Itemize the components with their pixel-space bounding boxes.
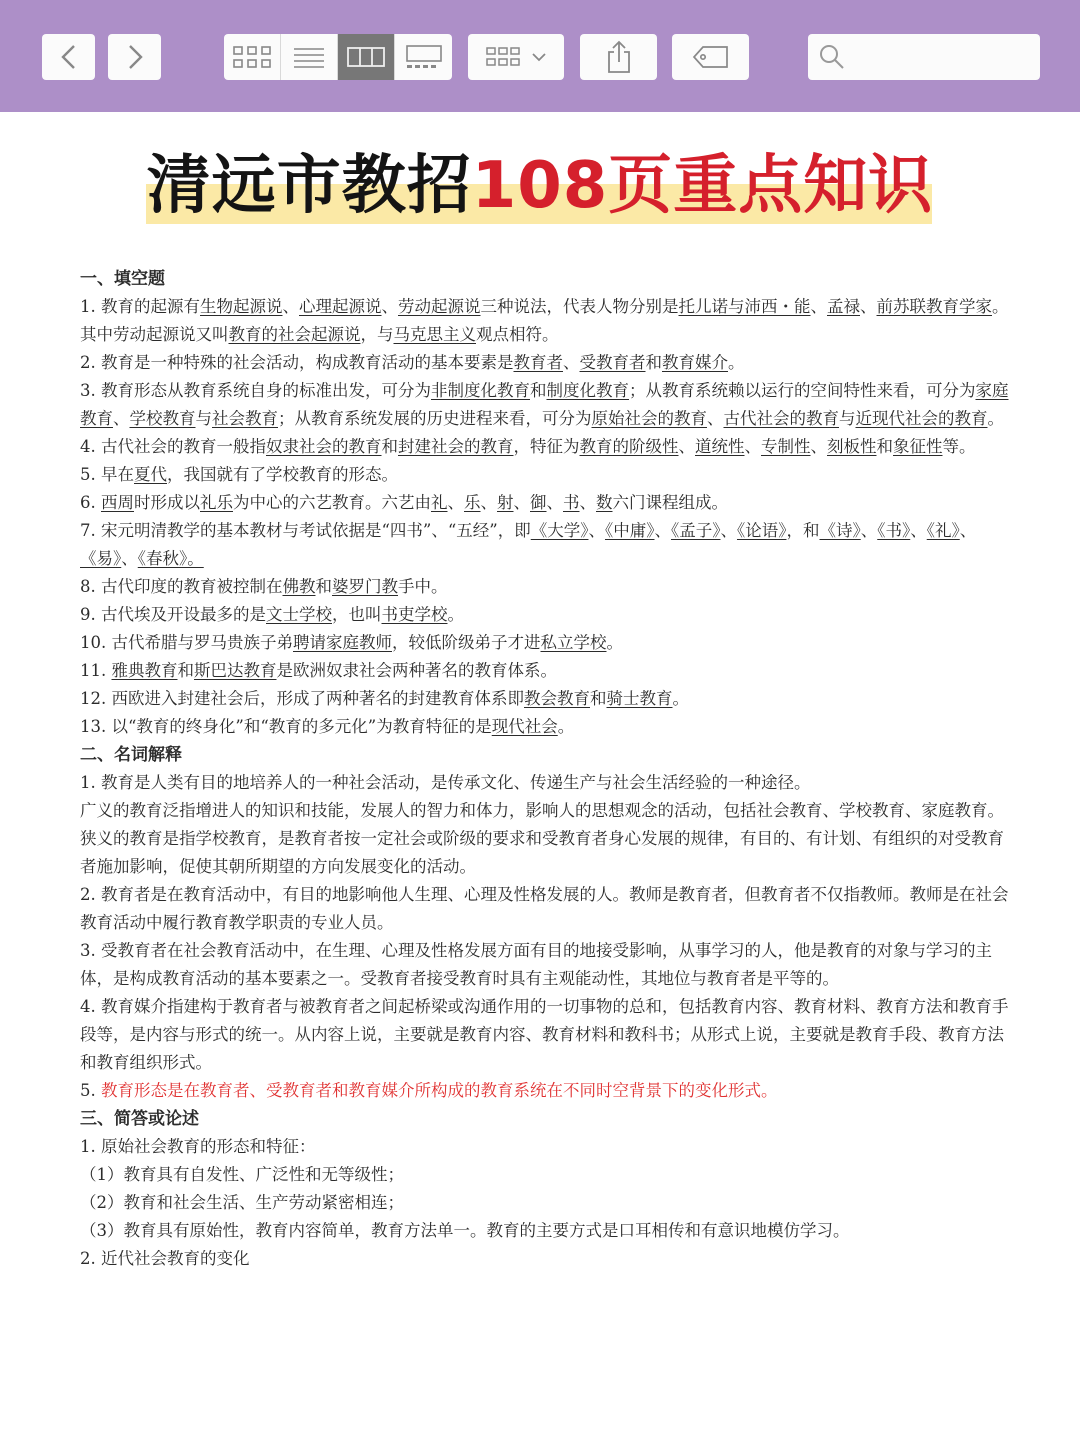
chevron-right-icon <box>125 44 145 70</box>
term-item-1-broad: 广义的教育泛指增进人的知识和技能，发展人的智力和体力，影响人的思想观念的活动，包括社会教育、学校教育、家庭教育。 <box>80 801 1004 820</box>
title-part-black: 清远市教招 <box>146 149 472 223</box>
search-input[interactable] <box>854 42 1034 72</box>
share-button[interactable] <box>580 34 657 80</box>
fill-item-3: 3. 教育形态从教育系统自身的标准出发，可分为非制度化教育和制度化教育；从教育系统赖以运行的空间特性来看，可分为家庭教育、学校教育与社会教育；从教育系统发展的历史进程来看，可分为原始社会的教育、古代社会的教育与近现代社会的教育。 <box>80 381 1009 428</box>
gallery-view-icon <box>404 44 444 70</box>
tag-icon <box>691 44 731 70</box>
view-grid-button[interactable] <box>224 34 281 80</box>
window-toolbar <box>0 0 1080 112</box>
section-heading: 二、名词解释 <box>80 745 182 765</box>
term-item-2: 2. 教育者是在教育活动中，有目的地影响他人生理、心理及性格发展的人。教师是教育者，但教育者不仅指教师。教师是在社会教育活动中履行教育教学职责的专业人员。 <box>80 885 1009 932</box>
column-view-icon <box>346 45 386 69</box>
view-column-button[interactable] <box>338 34 395 80</box>
tag-button[interactable] <box>672 34 749 80</box>
fill-item-6: 6. 西周时形成以礼乐为中心的六艺教育。六艺由礼、乐、射、御、书、数六门课程组成。 <box>80 493 728 512</box>
search-icon <box>818 43 846 71</box>
fill-item-7: 7. 宋元明清教学的基本教材与考试依据是“四书”、“五经”，即《大学》、《中庸》、《孟子》、《论语》，和《诗》、《书》、《礼》、《易》、《春秋》。 <box>80 521 977 568</box>
view-mode-switcher <box>224 34 452 80</box>
fill-item-10: 10. 古代希腊与罗马贵族子弟聘请家庭教师，较低阶级弟子才进私立学校。 <box>80 633 623 652</box>
fill-item-13: 13. 以“教育的终身化”和“教育的多元化”为教育特征的是现代社会。 <box>80 717 575 736</box>
essay-point: （1）教育具有自发性、广泛性和无等级性； <box>80 1165 404 1184</box>
term-item-3: 3. 受教育者在社会教育活动中，在生理、心理及性格发展方面有目的地接受影响，从事学习的人，他是教育的对象与学习的主体，是构成教育活动的基本要素之一。受教育者接受教育时具有主观能动性，其地位与教育者是平等的。 <box>80 941 992 988</box>
document-body <box>80 265 1010 1370</box>
grid-view-icon <box>232 45 272 69</box>
essay-point: （2）教育和社会生活、生产劳动紧密相连； <box>80 1193 404 1212</box>
fill-item-11: 11. 雅典教育和斯巴达教育是欧洲奴隶社会两种著名的教育体系。 <box>80 661 557 680</box>
fill-item-4: 4. 古代社会的教育一般指奴隶社会的教育和封建社会的教育，特征为教育的阶级性、道统性、专制性、刻板性和象征性等。 <box>80 437 976 456</box>
fill-item-1: 1. 教育的起源有生物起源说、心理起源说、劳动起源说三种说法，代表人物分别是托儿诺与沛西・能、孟禄、前苏联教育学家。其中劳动起源说又叫教育的社会起源说，与马克思主义观点相符。 <box>80 297 1009 344</box>
chevron-left-icon <box>59 44 79 70</box>
search-field[interactable] <box>808 34 1040 80</box>
back-button[interactable] <box>42 34 95 80</box>
essay-point: （3）教育具有原始性，教育内容简单，教育方法单一。教育的主要方式是口耳相传和有意识地模仿学习。 <box>80 1221 850 1240</box>
term-item-1-narrow: 狭义的教育是指学校教育，是教育者按一定社会或阶级的要求和受教育者身心发展的规律，有目的、有计划、有组织的对受教育者施加影响，促使其朝所期望的方向发展变化的活动。 <box>80 829 1004 876</box>
list-view-icon <box>292 45 326 69</box>
term-item-1: 1. 教育是人类有目的地培养人的一种社会活动，是传承文化、传递生产与社会生活经验的一种途径。 <box>80 773 811 792</box>
essay-item-2: 2. 近代社会教育的变化 <box>80 1249 250 1268</box>
title-part-red: 108页重点知识 <box>471 149 934 223</box>
fill-item-12: 12. 西欧进入封建社会后，形成了两种著名的封建教育体系即教会教育和骑士教育。 <box>80 689 689 708</box>
section-heading: 一、填空题 <box>80 269 165 289</box>
view-list-button[interactable] <box>281 34 338 80</box>
fill-item-9: 9. 古代埃及开设最多的是文士学校，也叫书吏学校。 <box>80 605 464 624</box>
term-item-5: 5. 教育形态是在教育者、受教育者和教育媒介所构成的教育系统在不同时空背景下的变化形式。 <box>80 1081 778 1100</box>
fill-item-8: 8. 古代印度的教育被控制在佛教和婆罗门教手中。 <box>80 577 448 596</box>
fill-item-5: 5. 早在夏代，我国就有了学校教育的形态。 <box>80 465 398 484</box>
group-by-icon <box>481 44 551 70</box>
title-banner <box>0 138 1080 238</box>
fill-item-2: 2. 教育是一种特殊的社会活动，构成教育活动的基本要素是教育者、受教育者和教育媒介。 <box>80 353 745 372</box>
forward-button[interactable] <box>108 34 161 80</box>
view-gallery-button[interactable] <box>395 34 452 80</box>
section-heading: 三、简答或论述 <box>80 1109 199 1129</box>
essay-item-1: 1. 原始社会教育的形态和特征： <box>80 1137 316 1156</box>
highlighted-definition: 教育形态是在教育者、受教育者和教育媒介所构成的教育系统在不同时空背景下的变化形式。 <box>101 1081 778 1100</box>
page-title <box>0 138 1080 234</box>
group-by-button[interactable] <box>468 34 564 80</box>
share-icon <box>604 40 634 74</box>
term-item-4: 4. 教育媒介指建构于教育者与被教育者之间起桥梁或沟通作用的一切事物的总和，包括教育内容、教育材料、教育方法和教育手段等，是内容与形式的统一。从内容上说，主要就是教育内容、教育材料和教科书；从形式上说，主要就是教育手段、教育方法和教育组织形式。 <box>80 997 1009 1072</box>
